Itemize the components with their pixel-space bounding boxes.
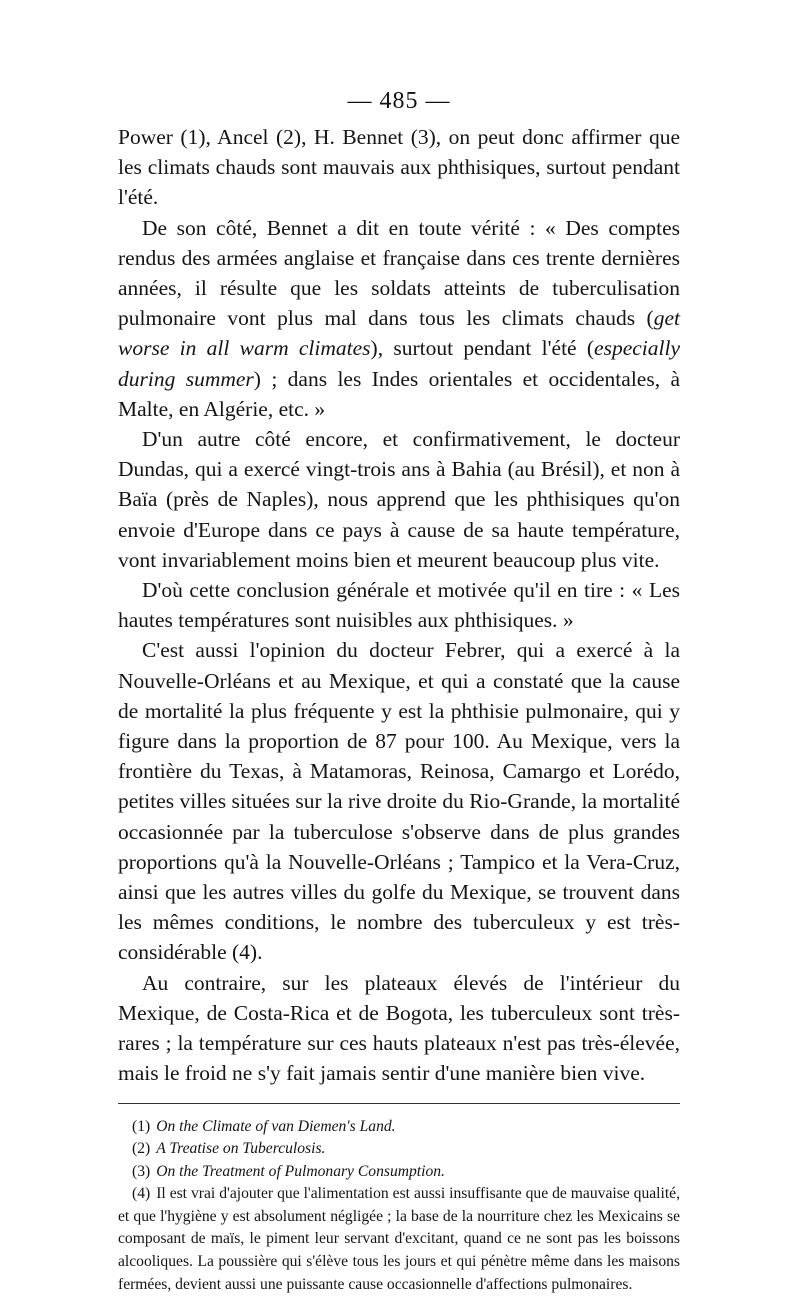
footnote-title: A Treatise on Tuberculosis. — [156, 1140, 325, 1157]
footnotes — [118, 1116, 680, 1296]
footnote — [118, 1183, 680, 1296]
paragraph: D'un autre côté encore, et confirmativement, le docteur Dundas, qui a exercé vingt-trois ans à Bahia (au Brésil), et non à Baïa (près de Naples), nous apprend que les phthisiques qu'on envoie d'Europe dans ce pays à cause de sa haute température, vont invariablement moins bien et meurent beaucoup plus vite. — [118, 424, 680, 575]
main-text — [118, 122, 680, 1089]
paragraph: Au contraire, sur les plateaux élevés de l'intérieur du Mexique, de Costa-Rica et de Bogota, les tuberculeux sont très-rares ; la température sur ces hauts plateaux n'est pas très-élevée, mais le froid ne s'y fait jamais sentir d'une manière bien vive. — [118, 968, 680, 1089]
footnote-title: On the Treatment of Pulmonary Consumption. — [156, 1163, 445, 1180]
footnote-number: (2) — [132, 1140, 150, 1157]
paragraph: D'où cette conclusion générale et motivée qu'il en tire : « Les hautes températures sont nuisibles aux phthisiques. » — [118, 575, 680, 635]
text-run: ), surtout pendant l'été ( — [371, 336, 595, 360]
paragraph: C'est aussi l'opinion du docteur Febrer, qui a exercé à la Nouvelle-Orléans et au Mexique, et qui a constaté que la cause de mortalité la plus fréquente y est la phthisie pulmonaire, qui y figure dans la proportion de 87 pour 100. Au Mexique, vers la frontière du Texas, à Matamoras, Reinosa, Camargo et Lorédo, petites villes situées sur la rive droite du Rio-Grande, la mortalité occasionnée par la tuberculose s'observe dans de plus grandes proportions qu'à la Nouvelle-Orléans ; Tampico et la Vera-Cruz, ainsi que les autres villes du golfe du Mexique, se trouvent dans les mêmes conditions, le nombre des tuberculeux y est très-considérable (4). — [118, 635, 680, 967]
footnote-number: (1) — [132, 1118, 150, 1135]
footnote-text: Il est vrai d'ajouter que l'alimentation est aussi insuffisante que de mauvaise qualité, et que l'hygiène y est absolument négligée ; la base de la nourriture chez les Mexicains se composant de maïs, le piment leur servant d'excitant, quand ce ne sont pas les boissons alcooliques. La poussière qui s'élève tous les jours et qui pénètre même dans les maisons fermées, devient aussi une puissante cause occasionnelle d'affections pulmonaires. — [118, 1185, 680, 1292]
english-quote: especially during summer — [118, 336, 680, 390]
footnote-number: (4) — [132, 1185, 150, 1202]
footnote-divider — [118, 1103, 680, 1104]
page-number: — 485 — — [118, 86, 680, 116]
footnote — [118, 1116, 680, 1139]
paragraph — [118, 213, 680, 424]
footnote-title: On the Climate of van Diemen's Land. — [156, 1118, 395, 1135]
footnote — [118, 1138, 680, 1161]
footnote — [118, 1161, 680, 1184]
paragraph: Power (1), Ancel (2), H. Bennet (3), on peut donc affirmer que les climats chauds sont mauvais aux phthisiques, surtout pendant l'été. — [118, 122, 680, 213]
text-run: ) ; dans les Indes orientales et occidentales, à Malte, en Algérie, etc. » — [118, 367, 680, 421]
english-quote: get worse in all warm climates — [118, 306, 680, 360]
text-run: De son côté, Bennet a dit en toute vérité : « Des comptes rendus des armées anglaise et française dans ces trente dernières années, il résulte que les soldats atteints de tuberculisation pulmonaire vont plus mal dans tous les climats chauds ( — [118, 216, 680, 331]
book-page — [118, 86, 680, 1296]
footnote-number: (3) — [132, 1163, 150, 1180]
